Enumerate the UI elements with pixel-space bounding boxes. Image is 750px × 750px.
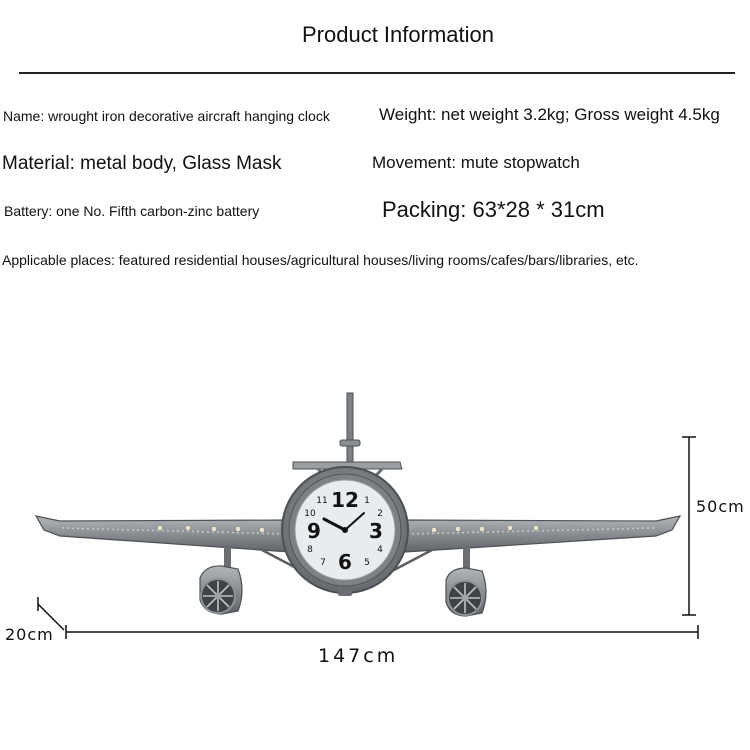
clock-numeral-7: 7: [320, 558, 326, 568]
spec-applicable-places: Applicable places: featured residential houses/agricultural houses/living rooms/cafes/bars/libraries, etc.: [2, 252, 639, 268]
width-label: 147cm: [318, 645, 399, 667]
width-dimension-line: [66, 625, 698, 639]
height-label: 50cm: [696, 497, 745, 516]
spec-weight: Weight: net weight 3.2kg; Gross weight 4.5kg: [379, 105, 720, 124]
clock-numeral-9: 9: [307, 519, 321, 543]
height-dimension-line: [682, 437, 696, 615]
page-title: Product Information: [302, 22, 494, 47]
clock-numeral-1: 1: [364, 496, 370, 506]
spec-movement: Movement: mute stopwatch: [372, 153, 580, 172]
spec-material: Material: metal body, Glass Mask: [2, 153, 282, 174]
clock: [282, 467, 408, 596]
depth-label: 20cm: [5, 625, 54, 644]
clock-numeral-12: 12: [331, 488, 359, 512]
clock-numeral-5: 5: [364, 558, 370, 568]
clock-numeral-6: 6: [338, 550, 352, 574]
clock-numeral-2: 2: [377, 509, 383, 519]
left-engine: [200, 545, 242, 614]
right-wing: [404, 516, 680, 552]
spec-battery: Battery: one No. Fifth carbon-zinc battery: [4, 203, 260, 219]
clock-numeral-3: 3: [369, 519, 383, 543]
clock-numeral-8: 8: [307, 545, 313, 555]
right-engine: [446, 545, 486, 616]
clock-numeral-4: 4: [377, 545, 383, 555]
left-wing: [36, 516, 292, 552]
clock-numeral-10: 10: [304, 509, 316, 519]
spec-name: Name: wrought iron decorative aircraft hanging clock: [3, 108, 330, 124]
clock-numeral-11: 11: [316, 496, 328, 506]
spec-packing: Packing: 63*28 * 31cm: [382, 197, 605, 222]
